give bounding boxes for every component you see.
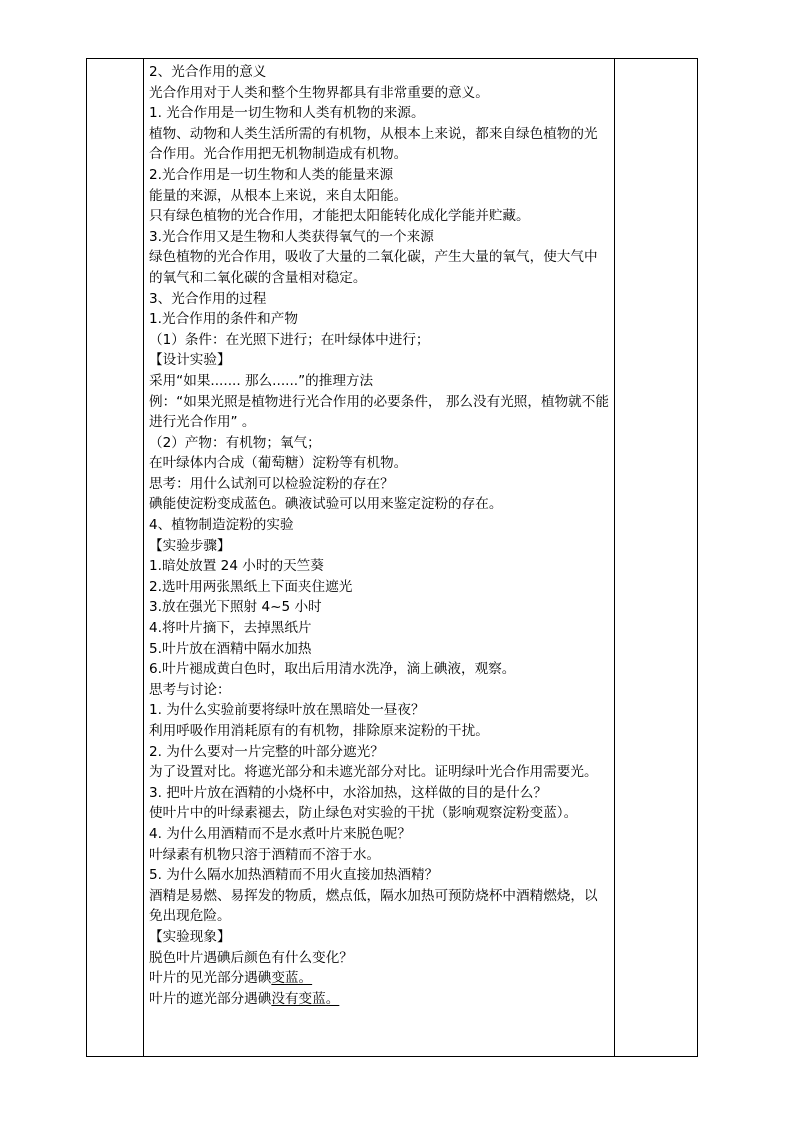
right-column-cell bbox=[615, 59, 698, 1057]
observation-text: 叶片的见光部分遇碘 bbox=[149, 970, 272, 987]
text-line: 采用“如果....... 那么......”的推理方法 bbox=[149, 372, 374, 389]
observation-line-covered bbox=[149, 989, 609, 1010]
question-line: 1. 为什么实验前要将绿叶放在黑暗处一昼夜？ bbox=[149, 702, 425, 719]
answer-line: 叶绿素有机物只溶于酒精而不溶于水。 bbox=[149, 846, 381, 863]
question-line: 2. 为什么要对一片完整的叶部分遮光？ bbox=[149, 743, 384, 760]
step-item: 5.叶片放在酒精中隔水加热 bbox=[149, 640, 312, 657]
content-cell bbox=[144, 59, 615, 1057]
question-line: 4. 为什么用酒精而不是水煮叶片来脱色呢？ bbox=[149, 825, 411, 842]
step-item: 1.暗处放置 24 小时的天竺葵 bbox=[149, 558, 324, 575]
bracket-heading-phenomenon: 【实验现象】 bbox=[149, 928, 231, 945]
observation-result-underlined: 变蓝。 bbox=[271, 970, 313, 987]
question-line: 5. 为什么隔水加热酒精而不用火直接加热酒精？ bbox=[149, 867, 439, 884]
step-item: 2.选叶用两张黑纸上下面夹住遮光 bbox=[149, 578, 353, 595]
section-heading-significance: 2、光合作用的意义 bbox=[149, 64, 267, 80]
text-line: 在叶绿体内合成（葡萄糖）淀粉等有机物。 bbox=[149, 455, 408, 472]
question-line: 3. 把叶片放在酒精的小烧杯中，水浴加热，这样做的目的是什么？ bbox=[149, 784, 547, 801]
step-item: 3.放在强光下照射 4~5 小时 bbox=[149, 599, 322, 616]
text-line: （2）产物：有机物；氧气； bbox=[149, 434, 321, 451]
text-paragraph: 例：“如果光照是植物进行光合作用的必要条件， 那么没有光照，植物就不能进行光合作用” 。 bbox=[149, 393, 609, 431]
text-paragraph: 植物、动物和人类生活所需的有机物，从根本上来说，都来自绿色植物的光合作用。光合作用把无机物制造成有机物。 bbox=[149, 125, 598, 163]
left-column-cell bbox=[87, 59, 144, 1057]
text-line: 3.光合作用又是生物和人类获得氧气的一个来源 bbox=[149, 228, 434, 245]
text-line: 思考：用什么试剂可以检验淀粉的存在？ bbox=[149, 475, 394, 492]
answer-paragraph: 酒精是易燃、易挥发的物质，燃点低，隔水加热可预防烧杯中酒精燃烧，以免出现危险。 bbox=[149, 887, 598, 925]
text-line: 1. 光合作用是一切生物和人类有机物的来源。 bbox=[149, 105, 425, 122]
observation-result-underlined: 没有变蓝。 bbox=[271, 990, 340, 1007]
text-line: 2.光合作用是一切生物和人类的能量来源 bbox=[149, 166, 394, 183]
lesson-table bbox=[86, 58, 698, 1057]
text-line: 1.光合作用的条件和产物 bbox=[149, 311, 298, 328]
step-item: 6.叶片褪成黄白色时，取出后用清水洗净，滴上碘液，观察。 bbox=[149, 661, 516, 678]
section-heading-process: 3、光合作用的过程 bbox=[149, 290, 267, 307]
text-paragraph: 绿色植物的光合作用，吸收了大量的二氧化碳，产生大量的氧气，使大气中的氧气和二氧化碳的含量相对稳定。 bbox=[149, 249, 598, 286]
lesson-content bbox=[144, 59, 614, 1009]
discussion-heading: 思考与讨论： bbox=[149, 681, 231, 698]
text-line: 只有绿色植物的光合作用，才能把太阳能转化成化学能并贮藏。 bbox=[149, 208, 530, 225]
text-line: 碘能使淀粉变成蓝色。碘液试验可以用来鉴定淀粉的存在。 bbox=[149, 496, 503, 513]
step-item: 4.将叶片摘下，去掉黑纸片 bbox=[149, 620, 312, 637]
bracket-heading-design: 【设计实验】 bbox=[149, 352, 231, 369]
observation-line-exposed bbox=[149, 968, 609, 989]
bracket-heading-steps: 【实验步骤】 bbox=[149, 537, 231, 554]
answer-paragraph: 使叶片中的叶绿素褪去，防止绿色对实验的干扰（影响观察淀粉变蓝）。 bbox=[149, 805, 578, 822]
answer-line: 利用呼吸作用消耗原有的有机物，排除原来淀粉的干扰。 bbox=[149, 723, 489, 739]
text-line: 能量的来源，从根本上来说，来自太阳能。 bbox=[149, 187, 408, 204]
question-line: 脱色叶片遇碘后颜色有什么变化？ bbox=[149, 949, 353, 966]
section-heading-experiment: 4、植物制造淀粉的实验 bbox=[149, 517, 294, 534]
observation-text: 叶片的遮光部分遇碘 bbox=[149, 990, 272, 1007]
text-line: （1）条件：在光照下进行；在叶绿体中进行； bbox=[149, 331, 430, 348]
answer-paragraph: 为了设置对比。将遮光部分和未遮光部分对比。证明绿叶光合作用需要光。 bbox=[149, 764, 598, 781]
text-line: 光合作用对于人类和整个生物界都具有非常重要的意义。 bbox=[149, 84, 489, 101]
